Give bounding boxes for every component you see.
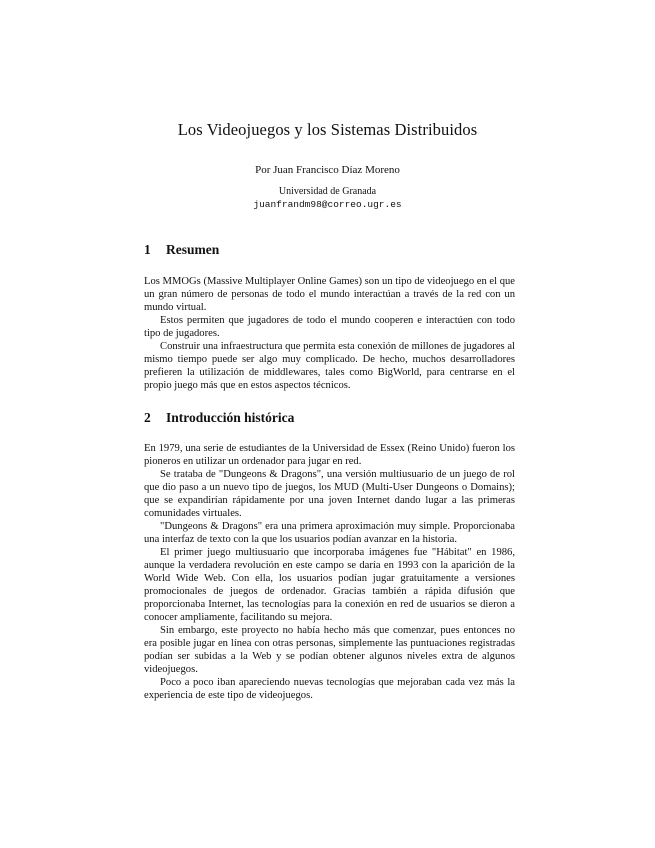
paragraph: Los MMOGs (Massive Multiplayer Online Games) son un tipo de videojuego en el que un gran número de personas de todo el mundo interactúan a través de la red con un mundo virtual. [144, 276, 516, 313]
paragraph: El primer juego multiusuario que incorporaba imágenes fue "Hábitat" en 1986, aunque la verdadera revolución en este campo se daría en 1993 con la aparición de la World Wide Web. Con ella, los usuarios podían jugar gratuitamente a versiones promocionales de juegos de ordenador. Gracias también a rápida difusión que proporcionaba Internet, las tecnologías para la conexión en red de usuarios se dieron a conocer ampliamente, facilitando su mejora. [144, 547, 515, 623]
section-body-resumen [144, 275, 515, 392]
paper-author: Por Juan Francisco Díaz Moreno [255, 164, 400, 176]
section-body-introduccion [144, 442, 515, 702]
author-email: juanfrandm98@correo.ugr.es [253, 199, 402, 210]
paper-title: Los Videojuegos y los Sistemas Distribuidos [177, 120, 478, 139]
section-number: 2 [144, 410, 151, 425]
paragraph: Construir una infraestructura que permita esta conexión de millones de jugadores al mismo tiempo puede ser algo muy complicado. De hecho, muchos desarrolladores prefieren la utilización de middlewares, tales como BigWorld, para centrarse en el propio juego más que en estos aspectos técnicos. [144, 341, 515, 391]
section-heading-introduccion [144, 410, 294, 426]
section-title: Introducción histórica [166, 410, 295, 425]
author-affiliation: Universidad de Granada [278, 186, 377, 197]
paragraph: Se trataba de "Dungeons & Dragons", una versión multiusuario de un juego de rol que dio paso a un nuevo tipo de juegos, los MUD (Multi-User Dungeons o Domains); que se expandirían rápidamente por una joven Internet dando lugar a las primeras comunidades virtuales. [144, 469, 515, 519]
section-heading-resumen [144, 242, 219, 258]
paragraph: Poco a poco iban apareciendo nuevas tecnologías que mejoraban cada vez más la experiencia de este tipo de videojuegos. [144, 677, 515, 701]
paragraph: Estos permiten que jugadores de todo el mundo cooperen e interactúen con todo tipo de jugadores. [144, 315, 515, 339]
paragraph: Sin embargo, este proyecto no había hecho más que comenzar, pues entonces no era posible jugar en línea con otras personas, simplemente las puntuaciones registradas podían ser subidas a la Web y se podían obtener algunos niveles extra de algunos videojuegos. [144, 625, 515, 675]
paragraph: En 1979, una serie de estudiantes de la Universidad de Essex (Reino Unido) fueron los pioneros en utilizar un ordenador para jugar en red. [144, 443, 515, 467]
section-number: 1 [144, 242, 151, 257]
section-title: Resumen [166, 242, 220, 257]
paragraph: "Dungeons & Dragons" era una primera aproximación muy simple. Proporcionaba una interfaz de texto con la que los usuarios podían avanzar en la historia. [144, 521, 515, 545]
